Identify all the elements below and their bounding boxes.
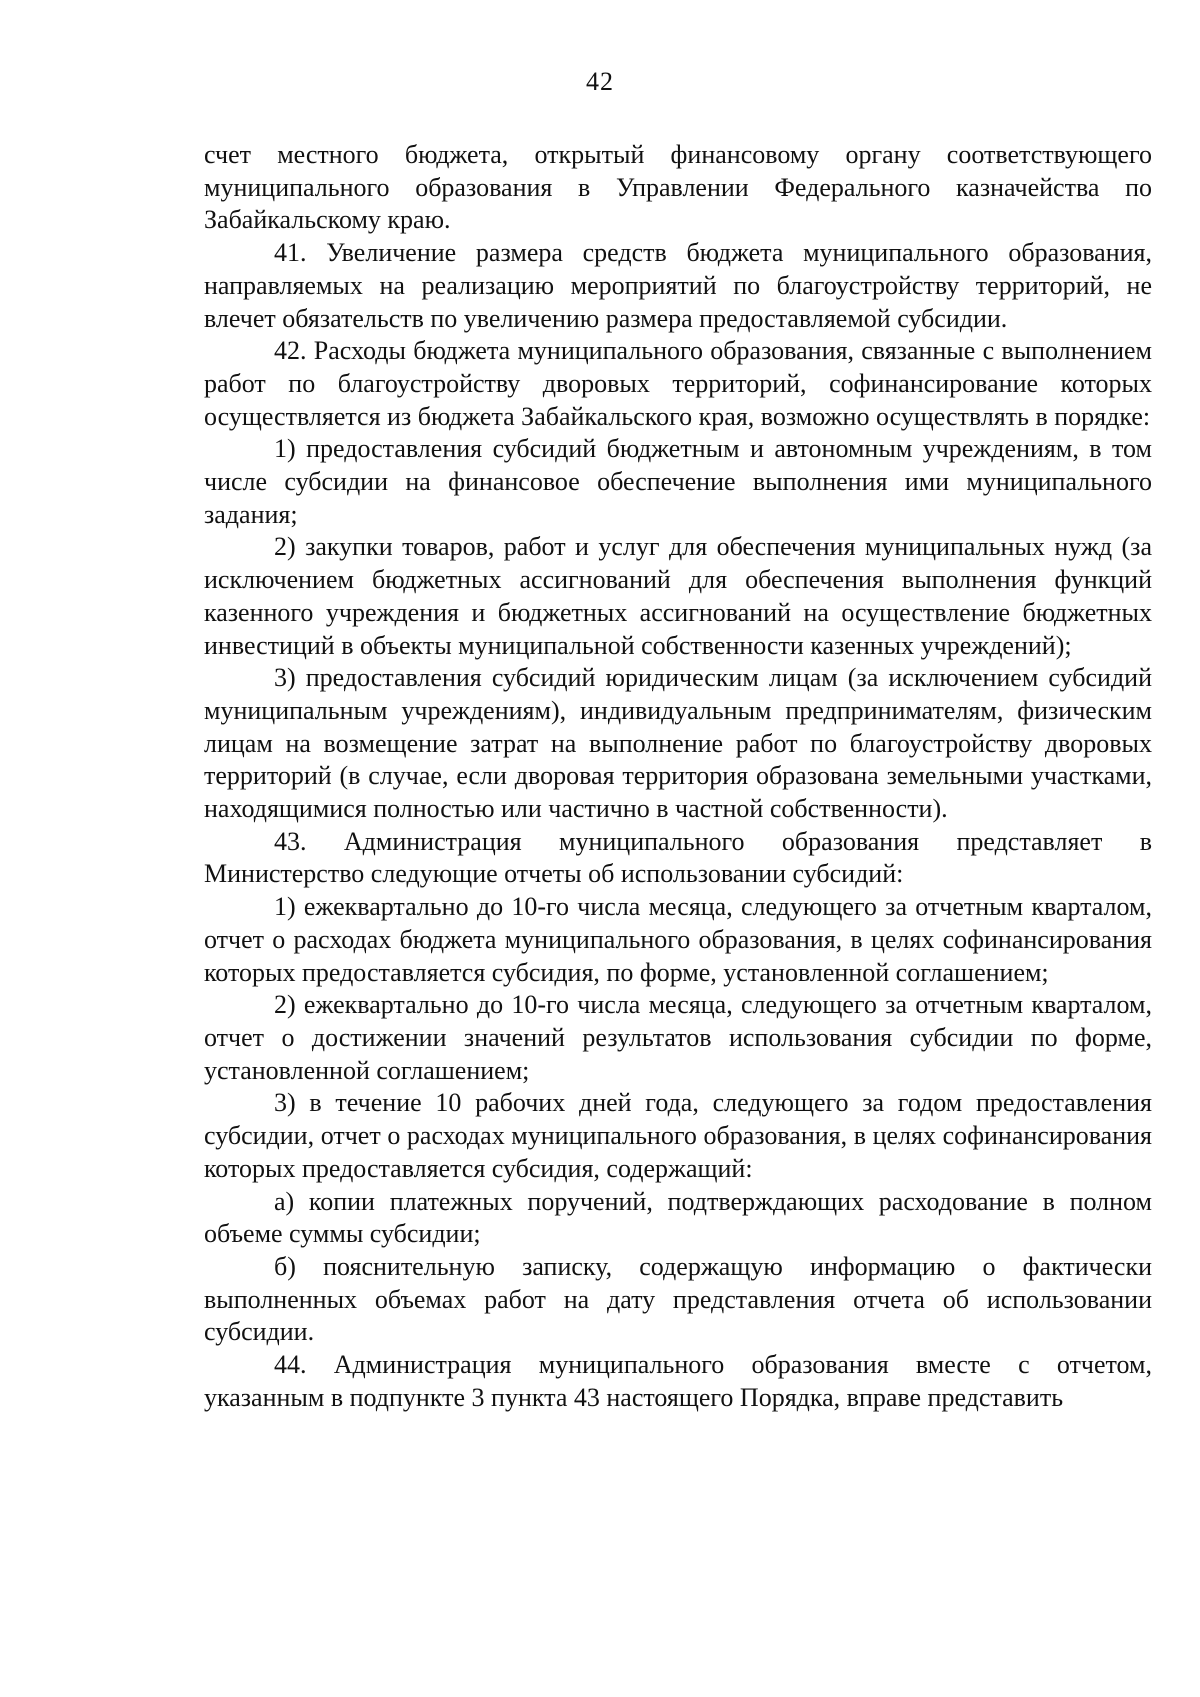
paragraph-42-item-1: 1) предоставления субсидий бюджетным и автономным учреждениям, в том числе субсидии на финансовое обеспечение выполнения ими муниципального задания;: [204, 434, 1152, 529]
paragraph-42: 42. Расходы бюджета муниципального образования, связанные с выполнением работ по благоустройству дворовых территорий, софинансирование которых осуществляется из бюджета Забайкальского края, возможно осуществлять в порядке:: [204, 336, 1152, 431]
document-body: [204, 139, 1152, 1414]
paragraph-41: 41. Увеличение размера средств бюджета муниципального образования, направляемых на реализацию мероприятий по благоустройству территорий, не влечет обязательств по увеличению размера предоставляемой субсидии.: [204, 238, 1152, 333]
paragraph-43: 43. Администрация муниципального образования представляет в Министерство следующие отчеты об использовании субсидий:: [204, 826, 1152, 889]
paragraph-43-item-2: 2) ежеквартально до 10-го числа месяца, следующего за отчетным кварталом, отчет о достижении значений результатов использования субсидии по форме, установленной соглашением;: [204, 990, 1152, 1085]
paragraph-42-item-3: 3) предоставления субсидий юридическим лицам (за исключением субсидий муниципальным учреждениям), индивидуальным предпринимателям, физическим лицам на возмещение затрат на выполнение работ по благоустройству дворовых территорий (в случае, если дворовая территория образована земельными участками, находящимися полностью или частично в частной собственности).: [204, 663, 1152, 824]
paragraph-43-item-3-a: а) копии платежных поручений, подтверждающих расходование в полном объеме суммы субсидии;: [204, 1186, 1152, 1249]
paragraph-continuation: счет местного бюджета, открытый финансовому органу соответствующего муниципального образования в Управлении Федерального казначейства по Забайкальскому краю.: [204, 140, 1152, 235]
paragraph-43-item-1: 1) ежеквартально до 10-го числа месяца, следующего за отчетным кварталом, отчет о расходах бюджета муниципального образования, в целях софинансирования которых предоставляется субсидия, по форме, установленной соглашением;: [204, 892, 1152, 987]
paragraph-43-item-3: 3) в течение 10 рабочих дней года, следующего за годом предоставления субсидии, отчет о расходах муниципального образования, в целях софинансирования которых предоставляется субсидия, содержащий:: [204, 1088, 1152, 1183]
page-number: 42: [586, 67, 614, 96]
paragraph-42-item-2: 2) закупки товаров, работ и услуг для обеспечения муниципальных нужд (за исключением бюджетных ассигнований для обеспечения выполнения функций казенного учреждения и бюджетных ассигнований на осуществление бюджетных инвестиций в объекты муниципальной собственности казенных учреждений);: [204, 532, 1152, 660]
paragraph-44: 44. Администрация муниципального образования вместе с отчетом, указанным в подпункте 3 пункта 43 настоящего Порядка, вправе представить: [204, 1350, 1152, 1412]
paragraph-43-item-3-b: б) пояснительную записку, содержащую информацию о фактически выполненных объемах работ на дату представления отчета об использовании субсидии.: [204, 1251, 1152, 1347]
